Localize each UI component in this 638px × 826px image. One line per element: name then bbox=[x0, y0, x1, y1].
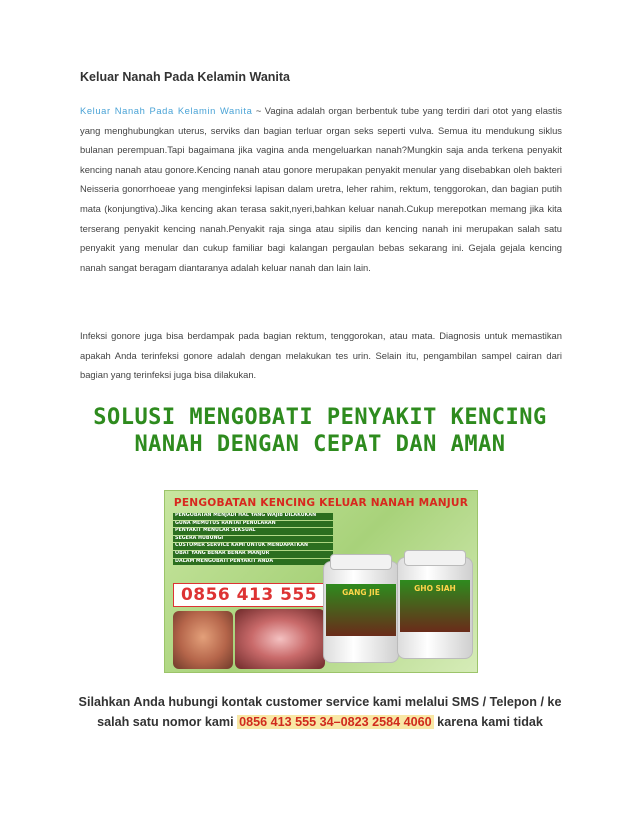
product-bottle-2 bbox=[397, 557, 473, 659]
banner-info-line: PENGOBATAN MENJADI HAL YANG WAJIB DILAKUKAN bbox=[173, 513, 333, 520]
banner-title: PENGOBATAN KENCING KELUAR NANAH MANJUR bbox=[173, 497, 469, 509]
banner-photo-left bbox=[173, 611, 233, 669]
contact-phone-numbers[interactable]: 0856 413 555 34–0823 2584 4060 bbox=[239, 715, 432, 729]
banner-info-line: CUSTOMER SERVICE KAMI UNTUK MENDAPATKAN bbox=[173, 543, 333, 550]
article-paragraph-2: Infeksi gonore juga bisa berdampak pada bagian rektum, tenggorokan, atau mata. Diagnosis untuk memastikan apakah Anda terinfeksi gonore adalah dengan melakukan tes urin. Selain itu, pengambilan sampel cairan dari bagian yang terinfeksi juga bisa dilakukan. bbox=[80, 330, 562, 381]
banner-info-line: GUNA MEMUTUS RANTAI PENULARAN bbox=[173, 521, 333, 528]
article-title: Keluar Nanah Pada Kelamin Wanita bbox=[80, 70, 291, 84]
banner-info-line: DALAM MENGOBATI PENYAKIT ANDA bbox=[173, 559, 333, 566]
bottle-cap bbox=[404, 550, 466, 566]
banner-info-line: OBAT YANG BENAR BENAR MANJUR bbox=[173, 551, 333, 558]
contact-text-after: karena kami tidak bbox=[433, 715, 543, 729]
bottle-label: GHO SIAH bbox=[400, 580, 470, 632]
product-banner-image bbox=[164, 490, 478, 673]
banner-info-line: SEGERA HUBUNGI bbox=[173, 536, 333, 543]
bottle-cap bbox=[330, 554, 392, 570]
banner-phone-number: 0856 413 555 bbox=[173, 583, 325, 607]
banner-info-line: PENYAKIT MENULAR SEKSUAL bbox=[173, 528, 333, 535]
section-heading: SOLUSI MENGOBATI PENYAKIT KENCING NANAH DENGAN CEPAT DAN AMAN bbox=[93, 405, 547, 457]
banner-photo-center bbox=[235, 609, 325, 669]
contact-text-before: Silahkan Anda hubungi kontak customer service kami melalui SMS / Telepon / ke salah satu nomor kami bbox=[78, 695, 562, 729]
banner-info-list bbox=[173, 513, 333, 566]
article-paragraph-1 bbox=[80, 101, 562, 277]
article-lead-link[interactable]: Keluar Nanah Pada Kelamin Wanita bbox=[80, 105, 253, 116]
product-bottle-1 bbox=[323, 561, 399, 663]
article-paragraph-1-text: ~ Vagina adalah organ berbentuk tube yang terdiri dari otot yang elastis yang menghubungkan uterus, serviks dan bagian terluar organ seks seperti vulva. Semua itu mendukung siklus bulanan perempuan.Tapi bagaimana jika vagina anda mengeluarkan nanah?Mungkin saja anda terkena penyakit kencing nanah atau gonore.Kencing nanah atau gonore merupakan penyakit menular yang disebabkan oleh bakteri Neisseria gonorrhoeae yang menginfeksi lapisan dalam uretra, leher rahim, rektum, tenggorokan, dan bagian putih mata (konjungtiva).Jika kencing akan terasa sakit,nyeri,bahkan keluar nanah.Cukup merepotkan memang jika kita terserang penyakit kencing nanah.Penyakit raja singa atau sipilis dan kencing nanah ini merupakan salah satu penyakit yang menular dan cukup familiar bagi kalangan pergaulan bebas sekarang ini. Gejala gejala kencing nanah sangat beragam diantaranya adalah keluar nanah dan lain lain. bbox=[80, 105, 562, 273]
bottle-label: GANG JIE bbox=[326, 584, 396, 636]
contact-paragraph bbox=[74, 692, 566, 732]
